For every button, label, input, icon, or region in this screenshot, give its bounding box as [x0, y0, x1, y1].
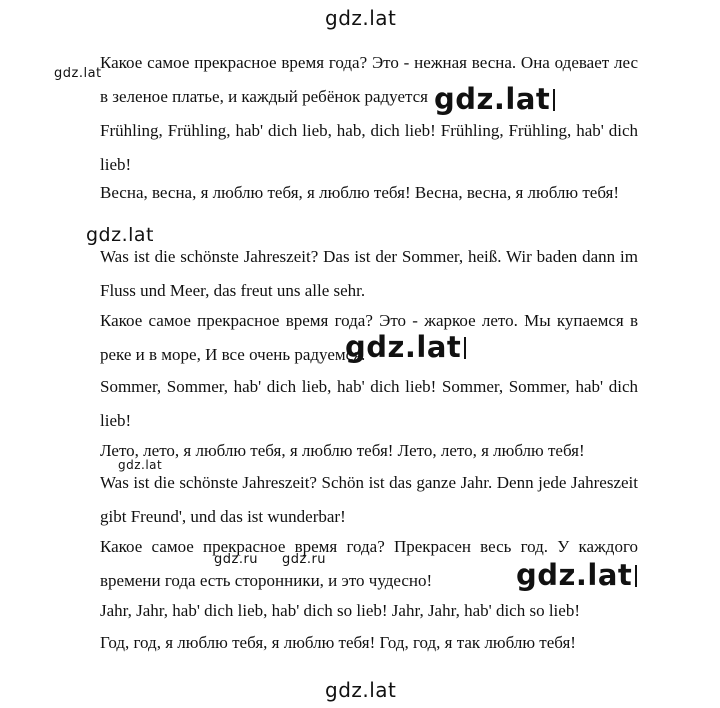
watermark-mid-left: gdz.lat [86, 224, 155, 246]
paragraph-5: Какое самое прекрасное время года? Это - жаркое лето. Мы купаемся в реке и в море, И все очень радуемся. [100, 311, 638, 364]
watermark-ru-2: gdz.ru [282, 552, 327, 567]
watermark-cursor-bar [553, 89, 555, 111]
watermark-ru-1: gdz.ru [214, 552, 259, 567]
watermark-bold-1 [434, 82, 555, 116]
watermark-bold-2-text: gdz.lat [345, 330, 462, 364]
watermark-bold-3 [516, 558, 637, 592]
paragraph-11: Год, год, я люблю тебя, я люблю тебя! Год, год, я так люблю тебя! [100, 633, 576, 652]
paragraph-9: Какое самое прекрасное время года? Прекрасен весь год. У каждого времени года есть сторонники, и это чудесно! [100, 537, 638, 590]
paragraph-8: Was ist die schönste Jahreszeit? Schön ist das ganze Jahr. Denn jede Jahreszeit gibt Freund', und das ist wunderbar! [100, 473, 638, 526]
watermark-left-small-2: gdz.lat [118, 458, 163, 472]
paragraph-2: Frühling, Frühling, hab' dich lieb, hab, dich lieb! Frühling, Frühling, hab' dich lieb! [100, 121, 638, 174]
watermark-cursor-bar [635, 565, 637, 587]
watermark-left-small-1: gdz.lat [54, 66, 102, 81]
paragraph-3: Весна, весна, я люблю тебя, я люблю тебя! Весна, весна, я люблю тебя! [100, 183, 620, 202]
paragraph-4: Was ist die schönste Jahreszeit? Das ist der Sommer, heiß. Wir baden dann im Fluss und Meer, das freut uns alle sehr. [100, 247, 638, 300]
watermark-cursor-bar [464, 337, 466, 359]
paragraph-1: Какое самое прекрасное время года? Это - нежная весна. Она одевает лес в зеленое платье, и каждый ребёнок радуется [100, 53, 638, 106]
watermark-bold-1-text: gdz.lat [434, 82, 551, 116]
watermark-bottom: gdz.lat [325, 678, 397, 702]
paragraph-6: Sommer, Sommer, hab' dich lieb, hab' dich lieb! Sommer, Sommer, hab' dich lieb! [100, 377, 638, 430]
paragraph-10: Jahr, Jahr, hab' dich lieb, hab' dich so lieb! Jahr, Jahr, hab' dich so lieb! [100, 601, 580, 620]
watermark-top: gdz.lat [325, 6, 397, 30]
paragraph-7: Лето, лето, я люблю тебя, я люблю тебя! Лето, лето, я люблю тебя! [100, 441, 585, 460]
watermark-bold-2 [345, 330, 466, 364]
watermark-bold-3-text: gdz.lat [516, 558, 633, 592]
